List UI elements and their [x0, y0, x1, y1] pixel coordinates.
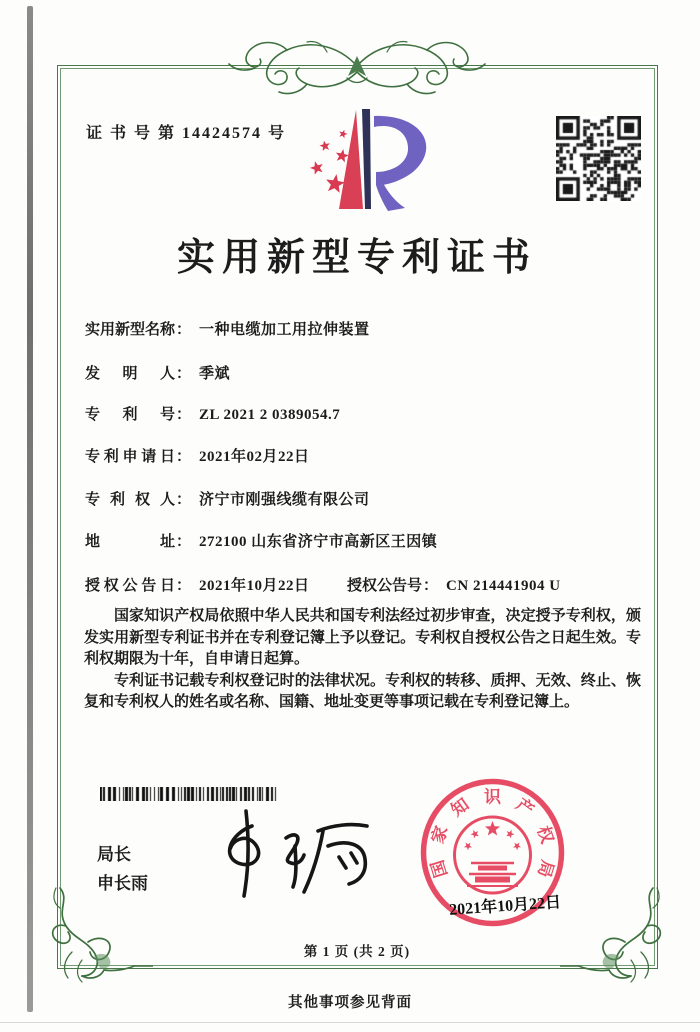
field-row: [85, 530, 645, 551]
scan-edge-artifact: [0, 1022, 700, 1023]
grant-date-value: 2021年10月22日: [199, 578, 310, 594]
back-side-note: 其他事项参见背面: [288, 995, 412, 1011]
svg-text:知: 知: [447, 794, 473, 821]
field-label: 专利申请日: [85, 449, 175, 465]
field-label: 发明人: [85, 366, 175, 382]
field-label: 实用新型名称: [85, 322, 176, 338]
cnipa-patent-logo-icon: [285, 104, 430, 219]
svg-text:局: 局: [534, 857, 558, 880]
page-number-info: 第 1 页 (共 2 页): [303, 944, 411, 959]
grant-number-field: [347, 574, 561, 595]
colon: ：: [176, 407, 192, 423]
grant-date-field: [85, 578, 310, 594]
grant-number-value: CN 214441904 U: [446, 578, 561, 594]
field-row: [85, 445, 645, 466]
field-value: 272100 山东省济宁市高新区王因镇: [199, 534, 438, 550]
logo-stars-icon: [310, 130, 349, 193]
field-label: 专利权人: [85, 492, 175, 508]
field-label: 地址: [85, 534, 175, 550]
certificate-title: 实用新型专利证书: [176, 237, 537, 279]
barcode-icon: [100, 787, 277, 801]
grant-number-label: 授权公告号: [347, 578, 423, 594]
handwritten-signature-icon: [200, 806, 375, 906]
field-value: 一种电缆加工用拉伸装置: [199, 322, 370, 338]
colon: ：: [176, 366, 192, 382]
field-value: ZL 2021 2 0389054.7: [199, 407, 341, 423]
svg-text:产: 产: [512, 794, 538, 821]
colon: ：: [176, 449, 192, 465]
legal-paragraph-1: 国家知识产权局依照中华人民共和国专利法经过初步审查，决定授予专利权，颁发实用新型专利证书并在专利登记簿上予以登记。专利权自授权公告之日起生效。专利权期限为十年，自申请日起算。: [84, 608, 641, 667]
colon: ：: [176, 578, 192, 594]
field-row: [85, 403, 645, 424]
national-emblem-icon: [467, 863, 518, 886]
field-value: 季斌: [199, 366, 231, 382]
field-row: [85, 362, 645, 383]
colon: ：: [176, 492, 192, 508]
svg-text:权: 权: [533, 823, 557, 846]
colon: ：: [176, 322, 192, 338]
grant-date-label: 授权公告日: [85, 578, 175, 594]
svg-text:家: 家: [428, 823, 452, 846]
legal-text-section: [84, 606, 641, 714]
signer-title: 局长: [97, 845, 131, 864]
field-row: [85, 488, 645, 509]
svg-text:国: 国: [427, 857, 451, 880]
certificate-number: 证 书 号 第 14424574 号: [86, 125, 287, 142]
seal-stars-icon: [464, 821, 521, 850]
field-value: 2021年02月22日: [199, 449, 310, 465]
field-row: [85, 318, 645, 339]
colon: ：: [176, 534, 192, 550]
signer-name: 申长雨: [97, 874, 148, 893]
field-value: 济宁市刚强线缆有限公司: [199, 492, 370, 508]
colon: ：: [423, 578, 439, 594]
svg-text:识: 识: [484, 787, 501, 807]
qr-code-icon: [556, 116, 641, 201]
seal-date: 2021年10月22日: [448, 894, 562, 919]
legal-paragraph-2: 专利证书记载专利权登记时的法律状况。专利权的转移、质押、无效、终止、恢复和专利权人的姓名或名称、国籍、地址变更等事项记载在专利登记簿上。: [84, 672, 641, 710]
scan-edge-artifact: [27, 6, 33, 1012]
field-label: 专利号: [85, 407, 175, 423]
grant-row: [85, 574, 645, 595]
